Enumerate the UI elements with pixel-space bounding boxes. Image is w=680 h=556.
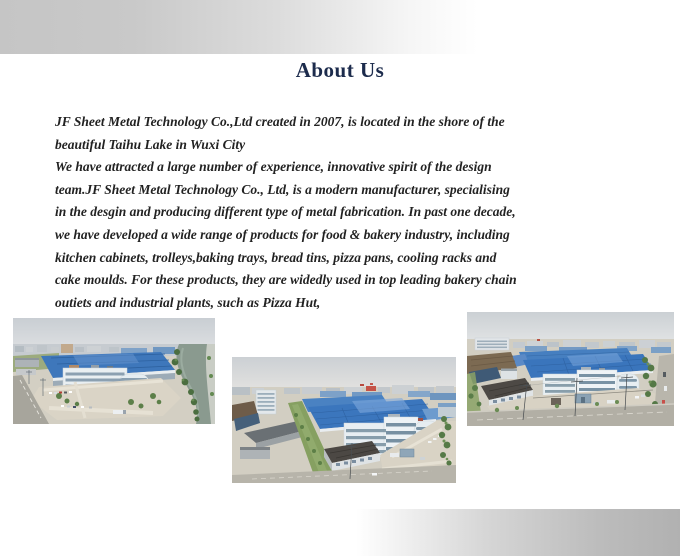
factory-aerial-front-image <box>467 312 674 426</box>
factory-aerial-main-image <box>232 357 456 483</box>
factory-aerial-river-image <box>13 318 215 424</box>
about-text-section <box>55 111 517 314</box>
factory-photo-2 <box>232 357 456 483</box>
about-paragraph-2: We have attracted a large number of experience, innovative spirit of the design team.JF Sheet Metal Technology Co., Ltd, is a modern manufacturer, specialising in the desgin and producing different type of metal fabrication. In past one decade, we have developed a wide range of products for food & bakery industry, including kitchen cabinets, trolleys,baking trays, bread tins, pizza pans, cooling racks and cake moulds. For these products, they are widedly used in top leading bakery chain outiets and industrial plants, such as Pizza Hut, <box>55 159 517 310</box>
page-title: About Us <box>295 58 385 82</box>
bottom-gradient-banner <box>356 509 680 556</box>
factory-photo-1 <box>13 318 215 424</box>
factory-photo-3 <box>467 312 674 426</box>
about-paragraph-1: JF Sheet Metal Technology Co.,Ltd created in 2007, is located in the shore of the beautiful Taihu Lake in Wuxi City <box>55 114 505 152</box>
top-gradient-banner <box>0 0 478 54</box>
